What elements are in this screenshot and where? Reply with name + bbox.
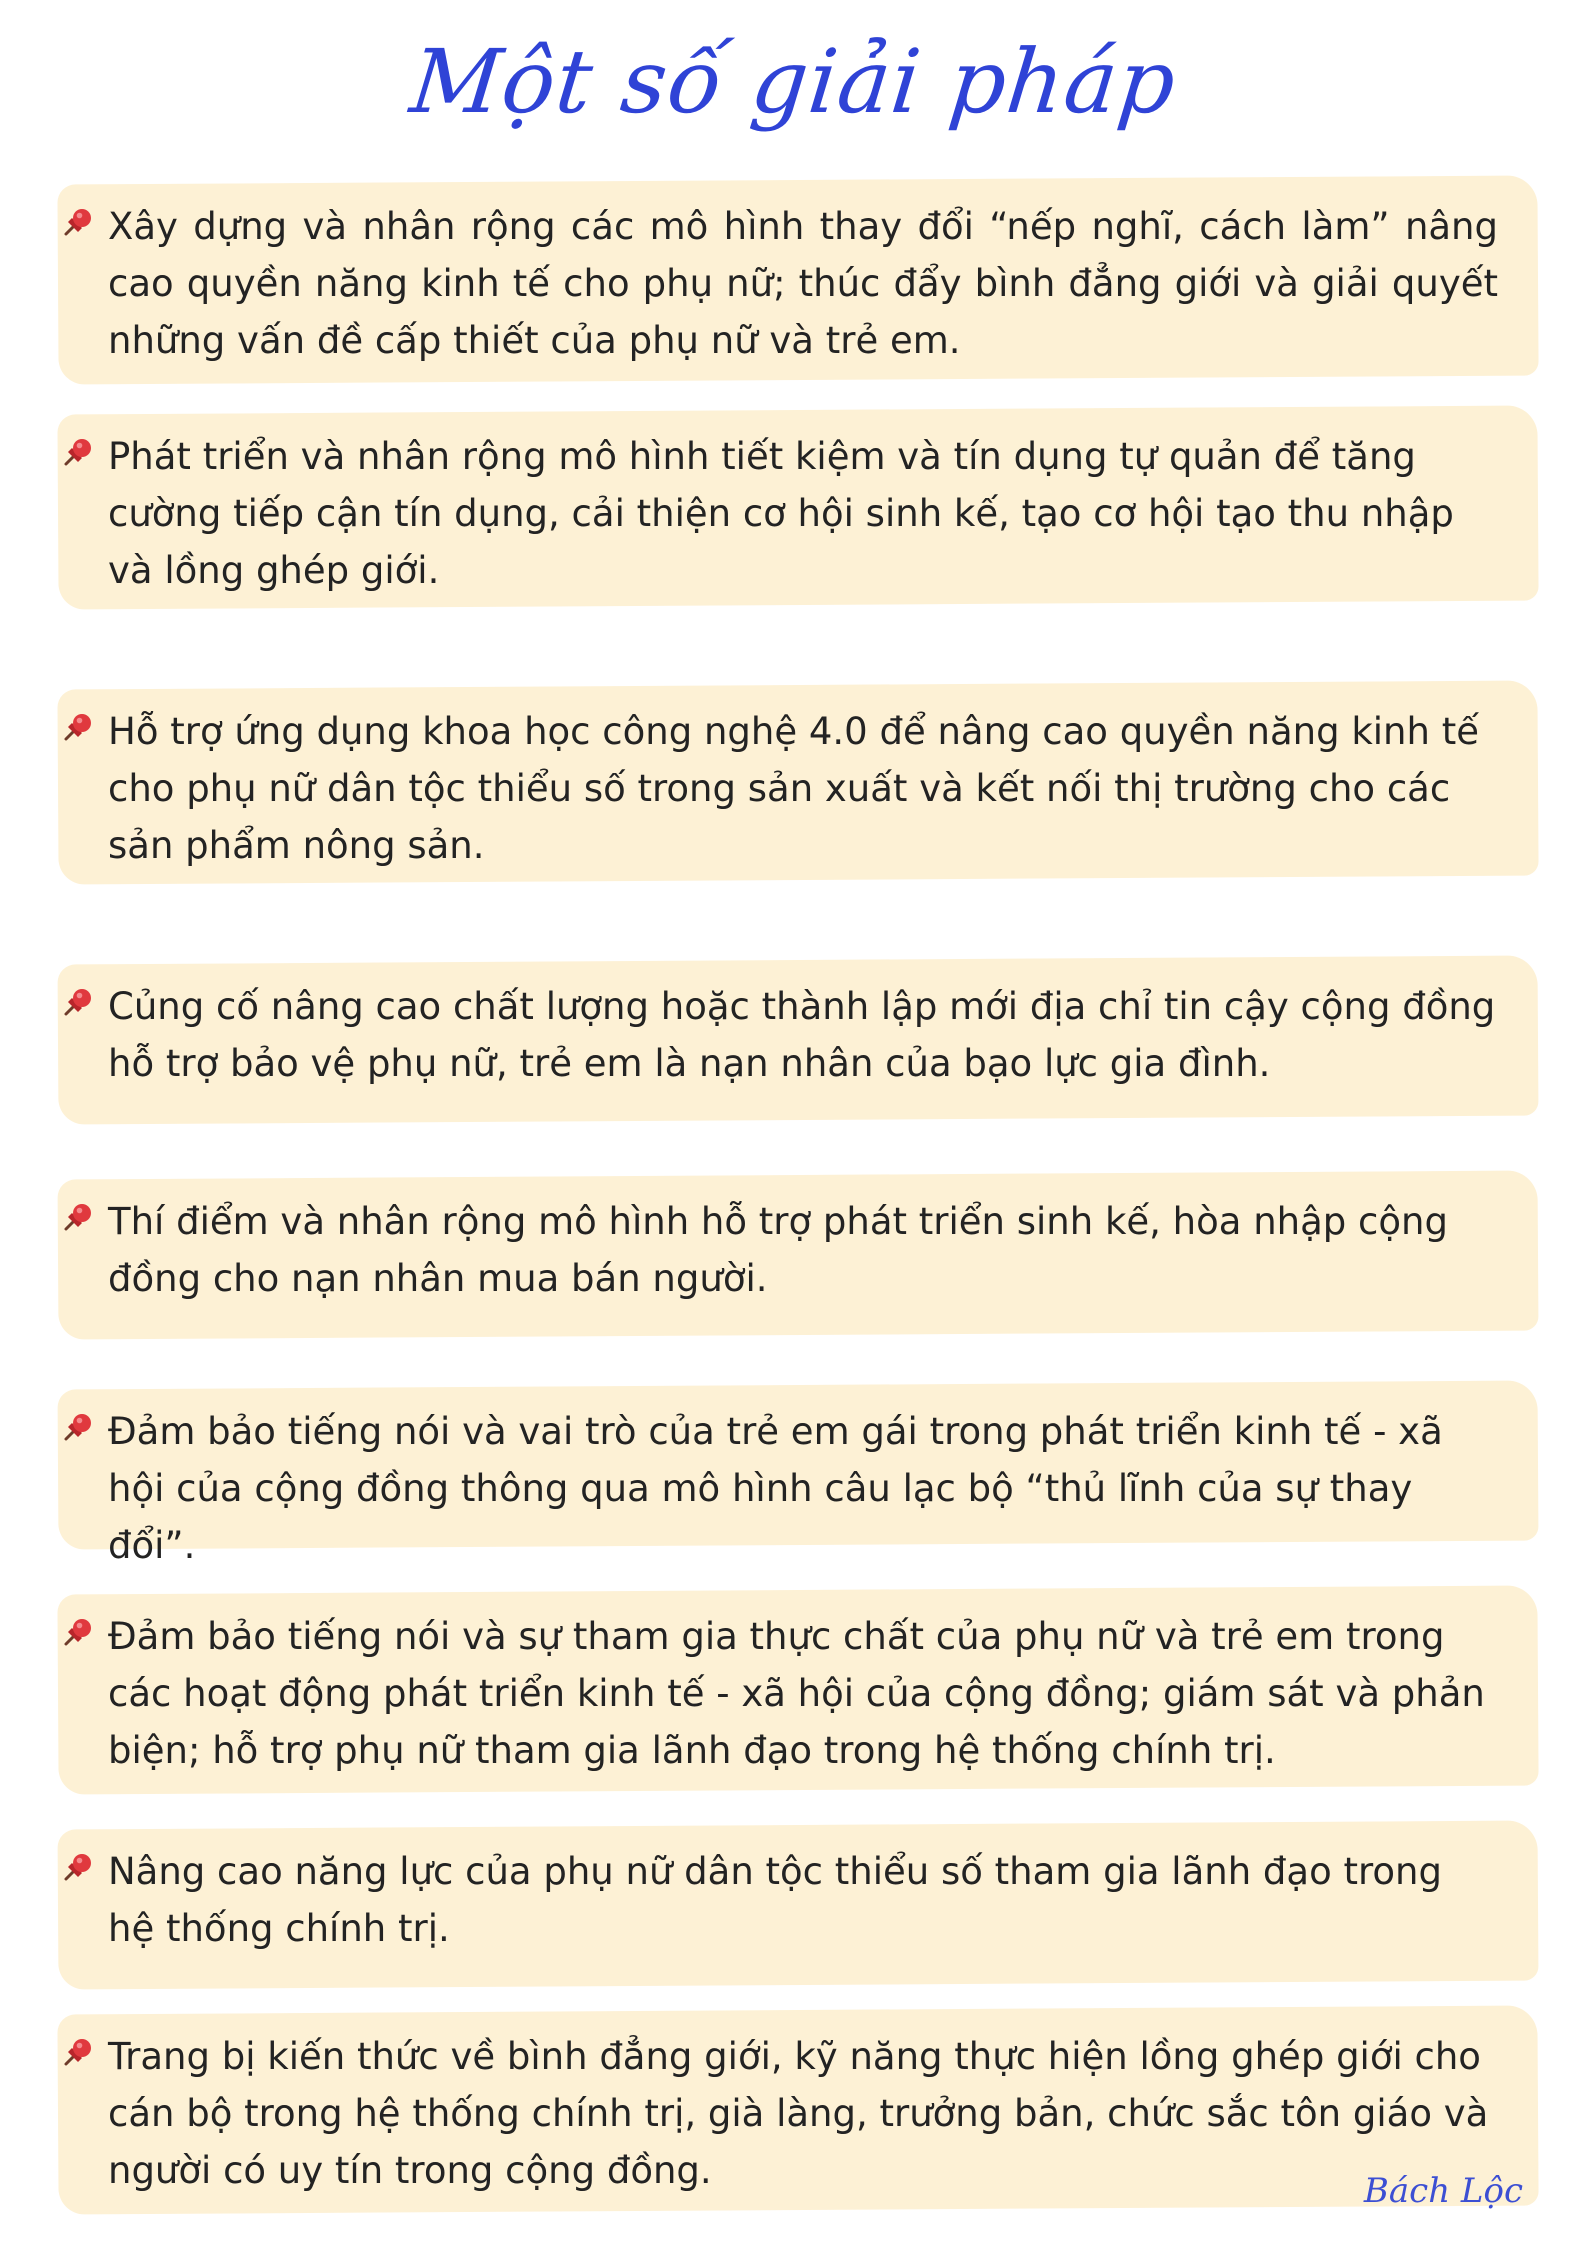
pushpin-icon — [60, 984, 96, 1020]
solution-text: Phát triển và nhân rộng mô hình tiết kiệm và tín dụng tự quản để tăng cường tiếp cận tín dụng, cải thiện cơ hội sinh kế, tạo cơ hội tạo thu nhập và lồng ghép giới. — [108, 435, 1454, 592]
solution-item-2 — [58, 410, 1538, 605]
solution-text: Đảm bảo tiếng nói và sự tham gia thực chất của phụ nữ và trẻ em trong các hoạt động phát triển kinh tế - xã hội của cộng đồng; giám sát và phản biện; hỗ trợ phụ nữ tham gia lãnh đạo trong hệ thống chính trị. — [108, 1615, 1485, 1772]
pushpin-icon — [60, 2034, 96, 2070]
solution-item-9 — [58, 2010, 1538, 2210]
solution-item-4 — [58, 960, 1538, 1120]
solution-item-8 — [58, 1825, 1538, 1985]
solution-text: Trang bị kiến thức về bình đẳng giới, kỹ năng thực hiện lồng ghép giới cho cán bộ trong hệ thống chính trị, già làng, trưởng bản, chức sắc tôn giáo và người có uy tín trong cộng đồng. — [108, 2035, 1489, 2192]
solution-item-5 — [58, 1175, 1538, 1335]
pushpin-icon — [60, 1199, 96, 1235]
pushpin-icon — [60, 1409, 96, 1445]
solution-text: Hỗ trợ ứng dụng khoa học công nghệ 4.0 để nâng cao quyền năng kinh tế cho phụ nữ dân tộc thiểu số trong sản xuất và kết nối thị trường cho các sản phẩm nông sản. — [108, 710, 1479, 867]
solution-item-3 — [58, 685, 1538, 880]
page-title: Một số giải pháp — [405, 30, 1182, 133]
pushpin-icon — [60, 434, 96, 470]
pushpin-icon — [60, 709, 96, 745]
pushpin-icon — [60, 204, 96, 240]
pushpin-icon — [60, 1614, 96, 1650]
author-signature: Bách Lộc — [1363, 2171, 1523, 2211]
solution-item-6 — [58, 1385, 1538, 1567]
solution-item-1 — [58, 180, 1538, 380]
solution-text: Xây dựng và nhân rộng các mô hình thay đổi “nếp nghĩ, cách làm” nâng cao quyền năng kinh tế cho phụ nữ; thúc đẩy bình đẳng giới và giải quyết những vấn đề cấp thiết của phụ nữ và trẻ em. — [108, 205, 1498, 362]
pushpin-icon — [60, 1849, 96, 1885]
solution-item-7 — [58, 1590, 1538, 1790]
solution-text: Củng cố nâng cao chất lượng hoặc thành lập mới địa chỉ tin cậy cộng đồng hỗ trợ bảo vệ phụ nữ, trẻ em là nạn nhân của bạo lực gia đình. — [108, 985, 1496, 1085]
solution-text: Nâng cao năng lực của phụ nữ dân tộc thiểu số tham gia lãnh đạo trong hệ thống chính trị. — [108, 1850, 1442, 1950]
solution-text: Thí điểm và nhân rộng mô hình hỗ trợ phát triển sinh kế, hòa nhập cộng đồng cho nạn nhân mua bán người. — [108, 1200, 1448, 1300]
solution-text: Đảm bảo tiếng nói và vai trò của trẻ em gái trong phát triển kinh tế - xã hội của cộng đồng thông qua mô hình câu lạc bộ “thủ lĩnh của sự thay đổi”. — [108, 1410, 1443, 1567]
